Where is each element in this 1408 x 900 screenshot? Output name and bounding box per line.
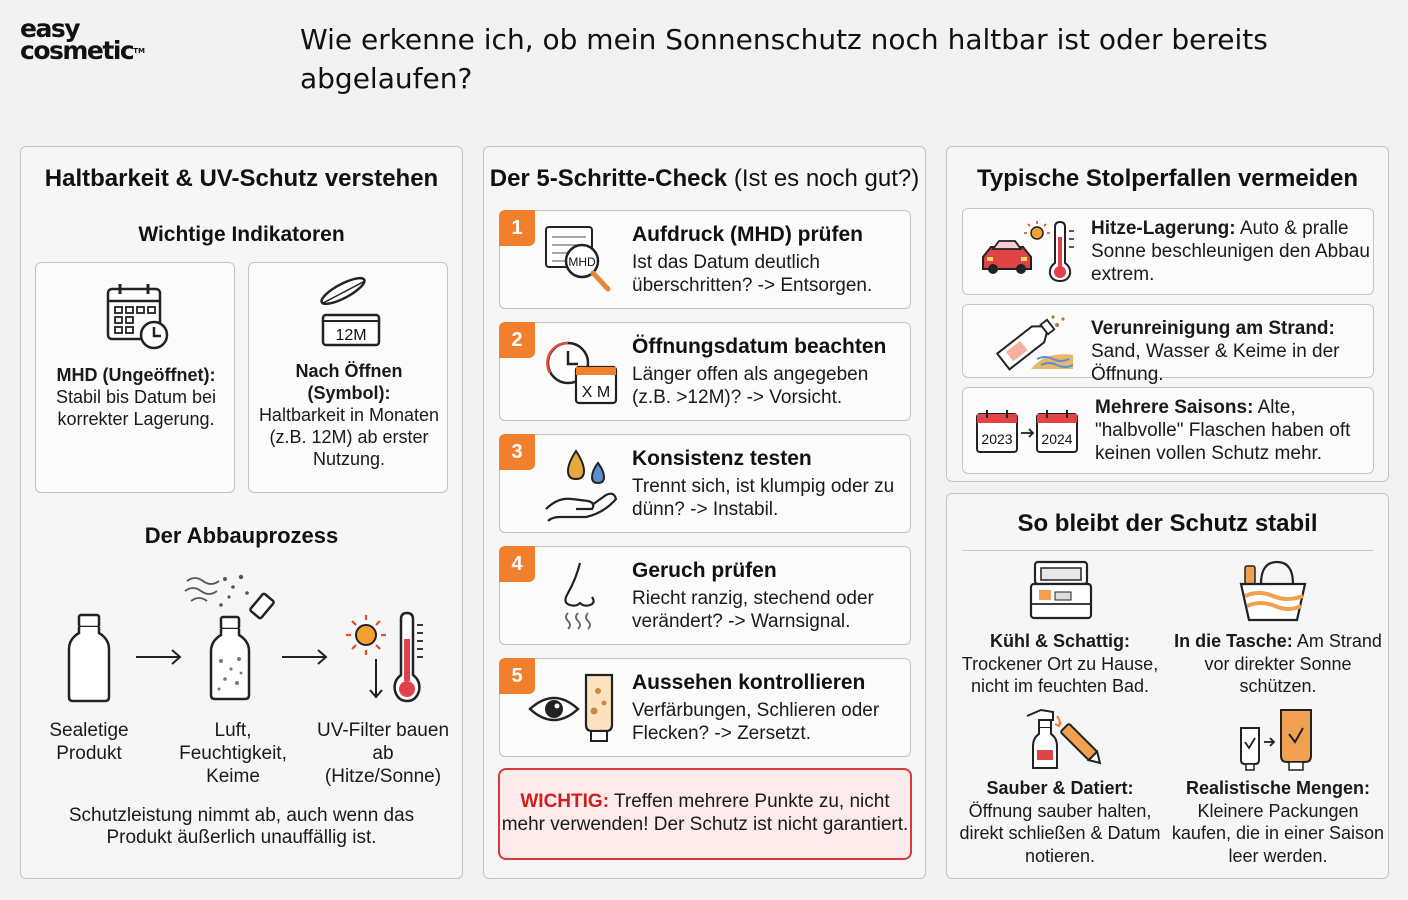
pitfall-card-beach bbox=[962, 304, 1374, 385]
warning-label: WICHTIG: bbox=[520, 791, 610, 812]
pitfall-card-heat bbox=[962, 208, 1374, 295]
indicator-card-mhd bbox=[35, 262, 235, 493]
eye-tube-icon bbox=[528, 669, 628, 749]
calendar-icon-text: X M bbox=[581, 384, 611, 401]
tip-text: Trockener Ort zu Hause, nicht im feuchten Bad. bbox=[961, 653, 1159, 696]
process-step-1-label: Sealetige Produkt bbox=[49, 720, 129, 764]
step-title: Aufdruck (MHD) prüfen bbox=[632, 223, 863, 246]
tube-sand-icon bbox=[987, 311, 1077, 373]
panel-understanding bbox=[20, 146, 463, 879]
step-card-5 bbox=[499, 658, 911, 757]
tip-label: In die Tasche: bbox=[1174, 631, 1293, 651]
pitfalls-title: Typische Stolperfallen vermeiden bbox=[976, 165, 1358, 192]
sun-thermometer-icon bbox=[339, 609, 429, 705]
indicator-opened-text: Haltbarkeit in Monaten (z.B. 12M) ab erster Nutzung. bbox=[258, 405, 440, 469]
step-number: 4 bbox=[499, 546, 535, 582]
tip-label: Sauber & Datiert: bbox=[986, 778, 1134, 798]
warning-box bbox=[498, 768, 912, 860]
mhd-icon-text: MHD bbox=[568, 255, 596, 269]
magnifier-label-icon bbox=[542, 223, 622, 299]
step-title: Aussehen kontrollieren bbox=[632, 671, 866, 694]
process-step-2-label: Luft, Feuchtigkeit, Keime bbox=[179, 720, 287, 787]
step-title: Konsistenz testen bbox=[632, 447, 812, 470]
beach-bag-icon bbox=[1239, 558, 1309, 624]
step-title: Geruch prüfen bbox=[632, 559, 777, 582]
panel-understanding-title: Haltbarkeit & UV-Schutz verstehen bbox=[44, 165, 439, 192]
step-description: Länger offen als angegeben (z.B. >12M)? -> Vorsicht. bbox=[632, 364, 869, 408]
indicator-mhd-label: MHD (Ungeöffnet): bbox=[56, 365, 216, 385]
process-step-3-label: UV-Filter bauen ab (Hitze/Sonne) bbox=[317, 720, 450, 787]
warning-text: Treffen mehrere Punkte zu, nicht mehr verwenden! Der Schutz ist nicht garantiert. bbox=[501, 791, 909, 835]
step-card-2 bbox=[499, 322, 911, 421]
panel-pitfalls bbox=[946, 146, 1389, 482]
step-number: 5 bbox=[499, 658, 535, 694]
process-title: Der Abbauprozess bbox=[144, 523, 339, 548]
calendar-clock-icon bbox=[106, 283, 172, 353]
check-title: Der 5-Schritte-Check bbox=[489, 165, 728, 192]
indicator-opened-label: Nach Öffnen (Symbol): bbox=[295, 361, 403, 403]
step-title: Öffnungsdatum beachten bbox=[632, 335, 887, 358]
tip-label: Realistische Mengen: bbox=[1185, 778, 1371, 798]
indicator-mhd-text: Stabil bis Datum bei korrekter Lagerung. bbox=[55, 387, 217, 429]
hand-drops-icon bbox=[542, 447, 622, 523]
spray-pen-icon bbox=[1021, 706, 1107, 772]
pitfall-card-seasons bbox=[962, 387, 1374, 474]
step-description: Trennt sich, ist klumpig oder zu dünn? -> Instabil. bbox=[632, 476, 895, 520]
small-large-tube-icon bbox=[1237, 706, 1317, 772]
indicators-title: Wichtige Indikatoren bbox=[138, 223, 345, 246]
pitfall-label: Verunreinigung am Strand: bbox=[1091, 318, 1335, 339]
sealed-bottle-icon bbox=[67, 613, 111, 703]
arrow-right-icon bbox=[134, 647, 184, 667]
brand-tm: TM bbox=[133, 47, 145, 55]
pitfall-text: Sand, Wasser & Keime in der Öffnung. bbox=[1091, 341, 1340, 385]
step-number: 3 bbox=[499, 434, 535, 470]
step-description: Ist das Datum deutlich überschritten? -> Entsorgen. bbox=[632, 252, 873, 296]
pitfall-label: Mehrere Saisons: bbox=[1095, 397, 1254, 418]
year-to: 2024 bbox=[1041, 431, 1073, 447]
divider bbox=[962, 550, 1373, 551]
cooler-box-icon bbox=[1027, 560, 1095, 622]
calendar-years-icon bbox=[975, 408, 1085, 456]
step-card-4 bbox=[499, 546, 911, 645]
process-note: Schutzleistung nimmt ab, auch wenn das Produkt äußerlich unauffällig ist. bbox=[68, 805, 415, 848]
indicator-card-opened bbox=[248, 262, 448, 493]
pitfall-text: Auto & pralle Sonne beschleunigen den Abbau extrem. bbox=[1091, 218, 1370, 285]
tip-text: Am Strand vor direkter Sonne schützen. bbox=[1204, 631, 1382, 696]
brand-line2: cosmetic bbox=[20, 36, 134, 65]
page-title: Wie erkenne ich, ob mein Sonnenschutz noch haltbar ist oder bereits abgelaufen? bbox=[300, 23, 1268, 95]
step-card-3 bbox=[499, 434, 911, 533]
step-description: Verfärbungen, Schlieren oder Flecken? -> Zersetzt. bbox=[632, 700, 880, 744]
year-from: 2023 bbox=[981, 431, 1013, 447]
panel-check bbox=[483, 146, 926, 879]
car-sun-thermometer-icon bbox=[979, 219, 1079, 285]
step-number: 2 bbox=[499, 322, 535, 358]
open-bottle-particles-icon bbox=[181, 571, 281, 701]
open-jar-icon bbox=[315, 279, 385, 349]
step-card-1 bbox=[499, 210, 911, 309]
clock-calendar-icon bbox=[542, 335, 622, 411]
brand-logo bbox=[20, 14, 180, 68]
open-jar-label: 12M bbox=[335, 327, 367, 344]
tip-label: Kühl & Schattig: bbox=[990, 631, 1130, 651]
tip-text: Kleinere Packungen kaufen, die in einer Saison leer werden. bbox=[1171, 800, 1385, 866]
step-number: 1 bbox=[499, 210, 535, 246]
panel-stable bbox=[946, 493, 1389, 879]
pitfall-label: Hitze-Lagerung: bbox=[1091, 218, 1236, 239]
brand-line1: easy bbox=[20, 14, 80, 43]
arrow-right-icon-2 bbox=[280, 647, 330, 667]
nose-icon bbox=[542, 559, 622, 635]
pitfall-text: Alte, "halbvolle" Flaschen haben oft keinen vollen Schutz mehr. bbox=[1095, 397, 1351, 464]
tip-text: Öffnung sauber halten, direkt schließen & Datum notieren. bbox=[959, 800, 1161, 866]
step-description: Riecht ranzig, stechend oder verändert? -> Warnsignal. bbox=[632, 588, 874, 632]
check-title-suffix: (Ist es noch gut?) bbox=[727, 165, 920, 192]
stable-title: So bleibt der Schutz stabil bbox=[1017, 510, 1318, 537]
